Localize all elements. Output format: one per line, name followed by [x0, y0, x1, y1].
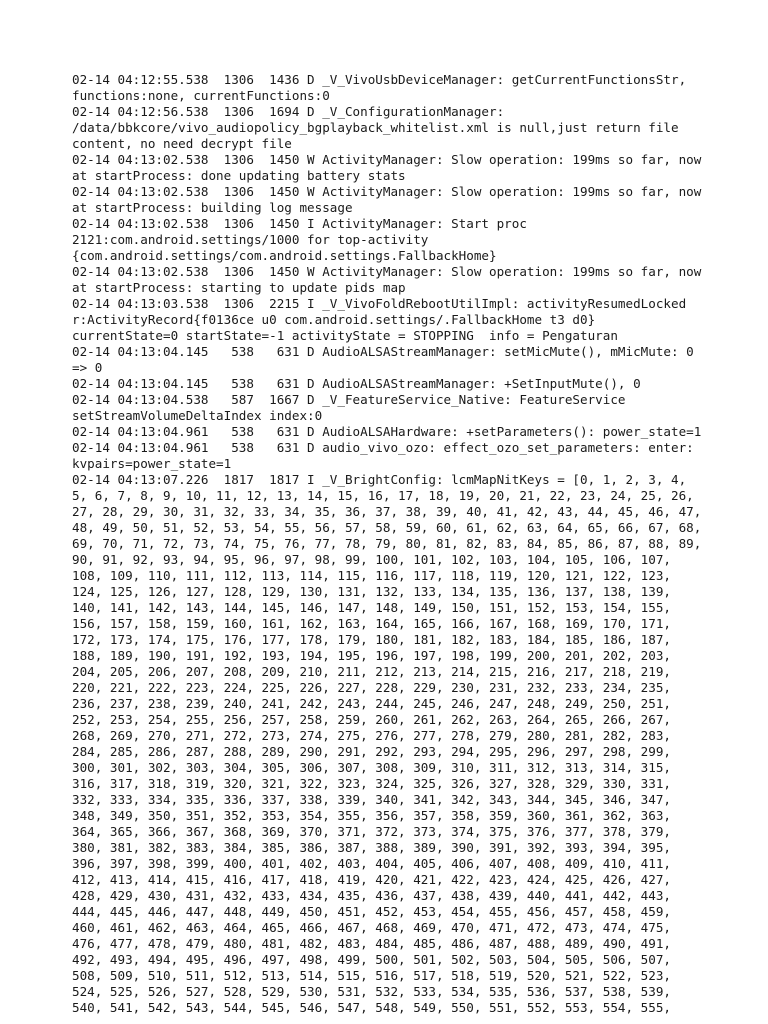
log-line: 460, 461, 462, 463, 464, 465, 466, 467, 468, 469, 470, 471, 472, 473, 474, 475,: [72, 920, 671, 935]
log-line: 2121:com.android.settings/1000 for top-activity: [72, 232, 429, 247]
log-line: 124, 125, 126, 127, 128, 129, 130, 131, 132, 133, 134, 135, 136, 137, 138, 139,: [72, 584, 671, 599]
log-line: 396, 397, 398, 399, 400, 401, 402, 403, 404, 405, 406, 407, 408, 409, 410, 411,: [72, 856, 671, 871]
log-line: 02-14 04:13:07.226 1817 1817 I _V_BrightConfig: lcmMapNitKeys = [0, 1, 2, 3, 4,: [72, 472, 687, 487]
log-line: currentState=0 startState=-1 activityState = STOPPING info = Pengaturan: [72, 328, 618, 343]
log-line: 188, 189, 190, 191, 192, 193, 194, 195, 196, 197, 198, 199, 200, 201, 202, 203,: [72, 648, 671, 663]
log-document: [72, 72, 712, 1016]
log-line: 300, 301, 302, 303, 304, 305, 306, 307, 308, 309, 310, 311, 312, 313, 314, 315,: [72, 760, 671, 775]
log-line: 5, 6, 7, 8, 9, 10, 11, 12, 13, 14, 15, 16, 17, 18, 19, 20, 21, 22, 23, 24, 25, 26,: [72, 488, 694, 503]
log-line: 172, 173, 174, 175, 176, 177, 178, 179, 180, 181, 182, 183, 184, 185, 186, 187,: [72, 632, 671, 647]
log-line: r:ActivityRecord{f0136ce u0 com.android.settings/.FallbackHome t3 d0}: [72, 312, 596, 327]
log-line: 02-14 04:13:03.538 1306 2215 I _V_VivoFoldRebootUtilImpl: activityResumedLocked: [72, 296, 687, 311]
log-line: 02-14 04:13:04.961 538 631 D AudioALSAHardware: +setParameters(): power_state=1: [72, 424, 702, 439]
log-line: 02-14 04:13:04.145 538 631 D AudioALSAStreamManager: +SetInputMute(), 0: [72, 376, 641, 391]
log-line: 476, 477, 478, 479, 480, 481, 482, 483, 484, 485, 486, 487, 488, 489, 490, 491,: [72, 936, 671, 951]
log-line: 02-14 04:13:02.538 1306 1450 W ActivityManager: Slow operation: 199ms so far, now: [72, 264, 702, 279]
log-line: 508, 509, 510, 511, 512, 513, 514, 515, 516, 517, 518, 519, 520, 521, 522, 523,: [72, 968, 671, 983]
log-line: kvpairs=power_state=1: [72, 456, 232, 471]
log-line: 348, 349, 350, 351, 352, 353, 354, 355, 356, 357, 358, 359, 360, 361, 362, 363,: [72, 808, 671, 823]
log-line: at startProcess: starting to update pids map: [72, 280, 406, 295]
log-line: 540, 541, 542, 543, 544, 545, 546, 547, 548, 549, 550, 551, 552, 553, 554, 555,: [72, 1000, 671, 1015]
log-line: functions:none, currentFunctions:0: [72, 88, 330, 103]
log-line: 284, 285, 286, 287, 288, 289, 290, 291, 292, 293, 294, 295, 296, 297, 298, 299,: [72, 744, 671, 759]
log-line: 220, 221, 222, 223, 224, 225, 226, 227, 228, 229, 230, 231, 232, 233, 234, 235,: [72, 680, 671, 695]
log-line: 02-14 04:13:02.538 1306 1450 W ActivityManager: Slow operation: 199ms so far, now: [72, 152, 702, 167]
log-line: {com.android.settings/com.android.settings.FallbackHome}: [72, 248, 497, 263]
log-line: setStreamVolumeDeltaIndex index:0: [72, 408, 323, 423]
log-line: 02-14 04:12:56.538 1306 1694 D _V_ConfigurationManager:: [72, 104, 505, 119]
log-line: 02-14 04:12:55.538 1306 1436 D _V_VivoUsbDeviceManager: getCurrentFunctionsStr,: [72, 72, 687, 87]
log-line: 412, 413, 414, 415, 416, 417, 418, 419, 420, 421, 422, 423, 424, 425, 426, 427,: [72, 872, 671, 887]
log-line: 268, 269, 270, 271, 272, 273, 274, 275, 276, 277, 278, 279, 280, 281, 282, 283,: [72, 728, 671, 743]
log-line: 02-14 04:13:02.538 1306 1450 I ActivityManager: Start proc: [72, 216, 527, 231]
log-line: 90, 91, 92, 93, 94, 95, 96, 97, 98, 99, 100, 101, 102, 103, 104, 105, 106, 107,: [72, 552, 671, 567]
log-line: 02-14 04:13:04.538 587 1667 D _V_FeatureService_Native: FeatureService: [72, 392, 626, 407]
log-line: 492, 493, 494, 495, 496, 497, 498, 499, 500, 501, 502, 503, 504, 505, 506, 507,: [72, 952, 671, 967]
log-line: at startProcess: building log message: [72, 200, 353, 215]
log-line: 204, 205, 206, 207, 208, 209, 210, 211, 212, 213, 214, 215, 216, 217, 218, 219,: [72, 664, 671, 679]
log-line: 252, 253, 254, 255, 256, 257, 258, 259, 260, 261, 262, 263, 264, 265, 266, 267,: [72, 712, 671, 727]
log-line: 156, 157, 158, 159, 160, 161, 162, 163, 164, 165, 166, 167, 168, 169, 170, 171,: [72, 616, 671, 631]
log-line: 428, 429, 430, 431, 432, 433, 434, 435, 436, 437, 438, 439, 440, 441, 442, 443,: [72, 888, 671, 903]
log-line: 332, 333, 334, 335, 336, 337, 338, 339, 340, 341, 342, 343, 344, 345, 346, 347,: [72, 792, 671, 807]
log-line: 02-14 04:13:04.961 538 631 D audio_vivo_ozo: effect_ozo_set_parameters: enter:: [72, 440, 694, 455]
log-line: 444, 445, 446, 447, 448, 449, 450, 451, 452, 453, 454, 455, 456, 457, 458, 459,: [72, 904, 671, 919]
log-line: 524, 525, 526, 527, 528, 529, 530, 531, 532, 533, 534, 535, 536, 537, 538, 539,: [72, 984, 671, 999]
log-line: 02-14 04:13:02.538 1306 1450 W ActivityManager: Slow operation: 199ms so far, now: [72, 184, 702, 199]
log-line: 316, 317, 318, 319, 320, 321, 322, 323, 324, 325, 326, 327, 328, 329, 330, 331,: [72, 776, 671, 791]
log-line: 380, 381, 382, 383, 384, 385, 386, 387, 388, 389, 390, 391, 392, 393, 394, 395,: [72, 840, 671, 855]
log-line: 140, 141, 142, 143, 144, 145, 146, 147, 148, 149, 150, 151, 152, 153, 154, 155,: [72, 600, 671, 615]
log-line: /data/bbkcore/vivo_audiopolicy_bgplayback_whitelist.xml is null,just return file: [72, 120, 679, 135]
log-line: => 0: [72, 360, 103, 375]
log-line: 02-14 04:13:04.145 538 631 D AudioALSAStreamManager: setMicMute(), mMicMute: 0: [72, 344, 694, 359]
log-line: 364, 365, 366, 367, 368, 369, 370, 371, 372, 373, 374, 375, 376, 377, 378, 379,: [72, 824, 671, 839]
log-line: content, no need decrypt file: [72, 136, 292, 151]
log-line: 236, 237, 238, 239, 240, 241, 242, 243, 244, 245, 246, 247, 248, 249, 250, 251,: [72, 696, 671, 711]
log-line: 48, 49, 50, 51, 52, 53, 54, 55, 56, 57, 58, 59, 60, 61, 62, 63, 64, 65, 66, 67, 68,: [72, 520, 702, 535]
log-line: 69, 70, 71, 72, 73, 74, 75, 76, 77, 78, 79, 80, 81, 82, 83, 84, 85, 86, 87, 88, 89,: [72, 536, 702, 551]
log-line: at startProcess: done updating battery stats: [72, 168, 406, 183]
log-line: 27, 28, 29, 30, 31, 32, 33, 34, 35, 36, 37, 38, 39, 40, 41, 42, 43, 44, 45, 46, 47,: [72, 504, 702, 519]
log-line: 108, 109, 110, 111, 112, 113, 114, 115, 116, 117, 118, 119, 120, 121, 122, 123,: [72, 568, 671, 583]
